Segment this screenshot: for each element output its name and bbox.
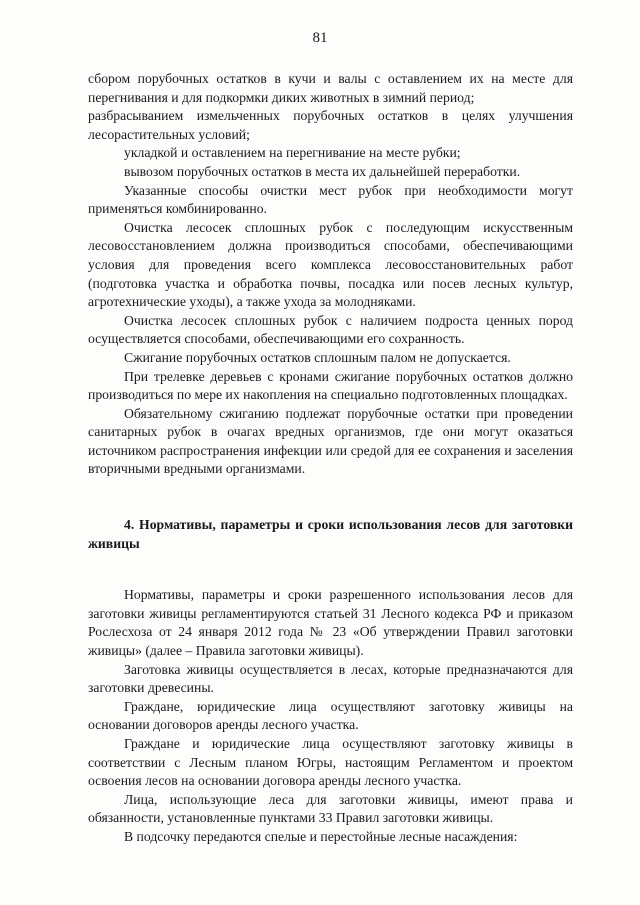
section-heading: 4. Нормативы, параметры и сроки использования лесов для заготовки живицы xyxy=(88,517,573,551)
paragraph: вывозом порубочных остатков в места их дальнейшей переработки. xyxy=(124,163,521,179)
paragraph: Очистка лесосек сплошных рубок с наличием подроста ценных пород осуществляется способами, обеспечивающими его сохранность. xyxy=(88,312,573,347)
page-content xyxy=(88,70,573,847)
paragraph: Граждане и юридические лица осуществляют заготовку живицы в соответствии с Лесным планом Югры, настоящим Регламентом и проектом освоения лесов на основании договора аренды лесного участка. xyxy=(88,736,573,789)
paragraph: Сжигание порубочных остатков сплошным палом не допускается. xyxy=(124,349,511,365)
paragraph: Очистка лесосек сплошных рубок с последующим искусственным лесовосстановлением должна производиться способами, обеспечивающими условия для проведения всего комплекса лесовосстановительных работ (подготовка участка и обработка почвы, посадка или посев лесных культур, агротехнические уходы), а также ухода за молодняками. xyxy=(88,219,573,310)
paragraph: Нормативы, параметры и сроки разрешенного использования лесов для заготовки живицы регламентируются статьей 31 Лесного кодекса РФ и приказом Рослесхоза от 24 января 2012 года № 23 «Об утверждении Правил заготовки живицы» (далее – Правила заготовки живицы). xyxy=(88,587,573,659)
paragraph: В подсочку передаются спелые и перестойные лесные насаждения: xyxy=(124,828,518,844)
paragraph: разбрасыванием измельченных порубочных остатков в целях улучшения лесорастительных условий; xyxy=(88,108,573,142)
page-number: 81 xyxy=(312,30,328,46)
paragraph: Лица, использующие леса для заготовки живицы, имеют права и обязанности, установленные пунктами 33 Правил заготовки живицы. xyxy=(88,791,573,826)
paragraph: Обязательному сжиганию подлежат порубочные остатки при проведении санитарных рубок в очагах вредных организмов, где они могут оказаться источником распространения инфекции или средой для ее сохранения и заселения вторичными вредными организмами. xyxy=(88,405,573,477)
paragraph: Указанные способы очистки мест рубок при необходимости могут применяться комбинированно. xyxy=(88,182,573,217)
paragraph: Заготовка живицы осуществляется в лесах, которые предназначаются для заготовки древесины. xyxy=(88,661,573,696)
paragraph: Граждане, юридические лица осуществляют заготовку живицы на основании договоров аренды лесного участка. xyxy=(88,698,573,733)
paragraph: сбором порубочных остатков в кучи и валы с оставлением их на месте для перегнивания и для подкормки диких животных в зимний период; xyxy=(88,71,573,105)
paragraph: укладкой и оставлением на перегнивание на месте рубки; xyxy=(124,145,461,161)
paragraph: При трелевке деревьев с кронами сжигание порубочных остатков должно производиться по мере их накопления на специально подготовленных площадках. xyxy=(88,368,573,403)
